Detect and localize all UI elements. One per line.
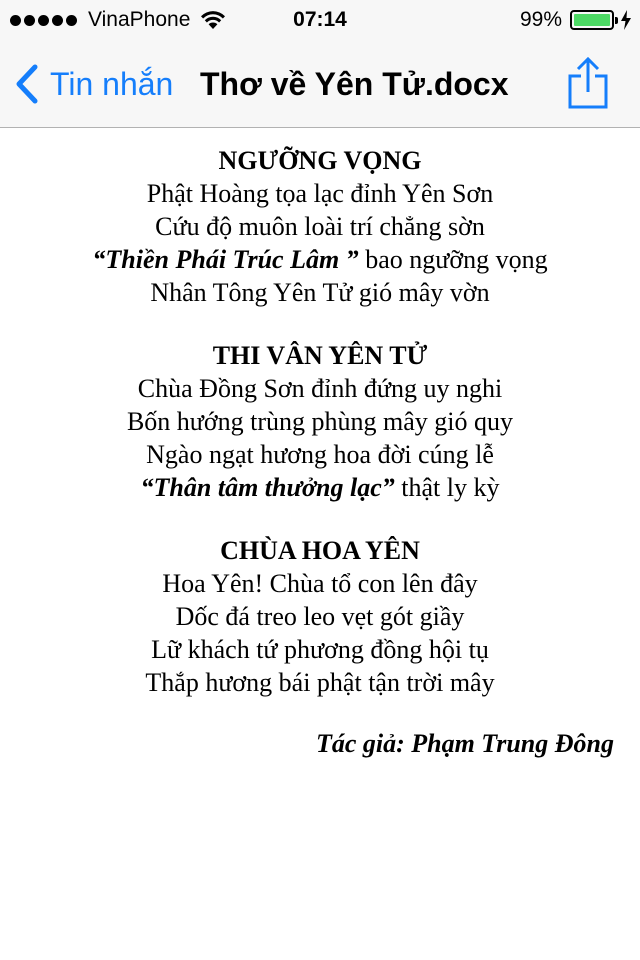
battery-nub	[615, 17, 618, 24]
author-credit: Tác giả: Phạm Trung Đông	[315, 729, 614, 758]
status-time: 07:14	[293, 8, 347, 31]
stanza-title: THI VÂN YÊN TỬ	[212, 341, 428, 370]
stanza-title: CHÙA HOA YÊN	[220, 536, 420, 565]
poem-line	[0, 243, 640, 276]
poem-line: Cứu độ muôn loài trí chẳng sờn	[155, 212, 485, 241]
document-title: Thơ về Yên Tử.docx	[200, 66, 509, 102]
poem-line: Chùa Đồng Sơn đỉnh đứng uy nghi	[137, 374, 503, 403]
status-bar	[0, 0, 640, 40]
poem-line-text: bao ngưỡng vọng	[358, 245, 548, 274]
back-chevron-icon	[14, 64, 40, 104]
poem-line-text: thật ly kỳ	[394, 473, 500, 502]
poem-line: Dốc đá treo leo vẹt gót giầy	[175, 602, 465, 631]
charging-bolt-icon	[620, 10, 632, 30]
share-icon[interactable]	[566, 56, 610, 110]
poem-line: Phật Hoàng tọa lạc đỉnh Yên Sơn	[146, 179, 494, 208]
status-right	[520, 8, 632, 32]
poem-line	[0, 471, 640, 504]
battery-icon	[570, 10, 614, 30]
battery-percent: 99%	[519, 8, 562, 31]
stanza-title: NGƯỠNG VỌNG	[218, 146, 422, 175]
poem-line: Nhân Tông Yên Tử gió mây vờn	[150, 278, 490, 307]
poem-emphasis: “Thân tâm thưởng lạc”	[140, 473, 395, 502]
back-label: Tin nhắn	[50, 66, 174, 102]
poem-line: Bốn hướng trùng phùng mây gió quy	[126, 407, 514, 436]
navigation-bar	[0, 40, 640, 128]
poem-emphasis: “Thiền Phái Trúc Lâm ”	[92, 245, 359, 274]
stanza	[0, 144, 640, 309]
stanza	[0, 534, 640, 699]
stanza	[0, 339, 640, 504]
poem-line: Lữ khách tứ phương đồng hội tụ	[151, 635, 489, 664]
poem-line: Hoa Yên! Chùa tổ con lên đây	[162, 569, 478, 598]
battery-fill	[574, 14, 610, 26]
poem-line: Thắp hương bái phật tận trời mây	[145, 668, 495, 697]
poem-line: Ngào ngạt hương hoa đời cúng lễ	[146, 440, 494, 469]
back-button[interactable]	[14, 62, 173, 106]
document-viewer[interactable]	[0, 128, 640, 960]
carrier-name: VinaPhone	[88, 8, 191, 31]
